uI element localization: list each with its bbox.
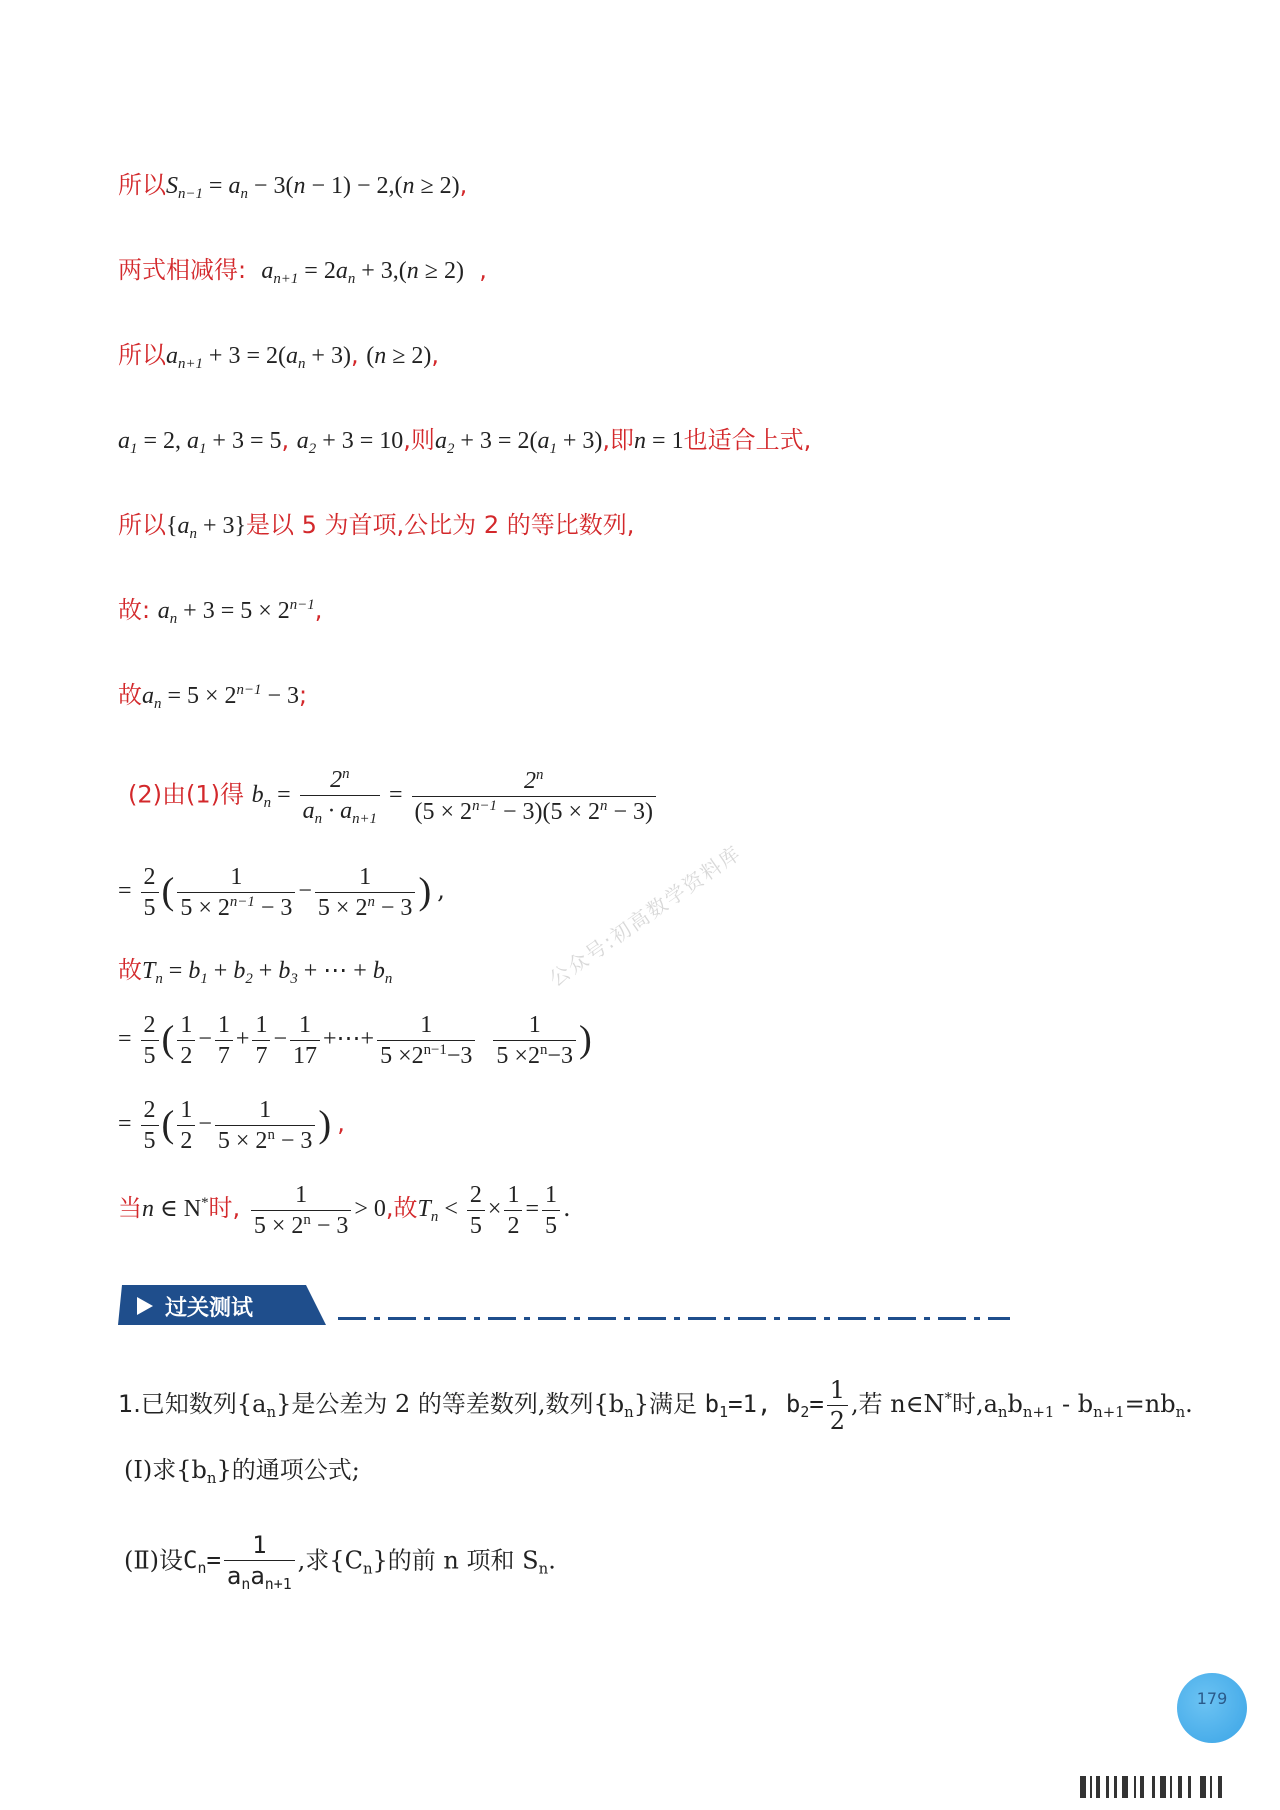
line-13-mid1: 时,: [208, 1194, 241, 1223]
line-4-sep2: ,则: [403, 426, 435, 454]
question-1-stem: 1.已知数列$\{a_n\}$是公差为 2 的等差数列,数列$\{b_n\}$满足 $b_1=1$, $b_2=$ $\frac{1}{2}$ ,若 n∈N*时$,a_nb_{n+1} - b_{n+1}=nb_n$.: [118, 1376, 1193, 1435]
line-4-suffix: 也适合上式,: [683, 426, 812, 454]
line-3-suffix: ,: [431, 341, 440, 369]
page-number: 179: [1177, 1673, 1247, 1743]
line-4-sep3: ,即: [602, 426, 635, 454]
q-cond2: 时,a: [951, 1390, 998, 1418]
line-2: 两式相减得: $a_{n+1} = 2a_n + 3,(n \ge 2)$ ,: [118, 256, 487, 288]
line-7-prefix: 故: [118, 681, 142, 709]
q-part2: (Ⅱ)设: [124, 1546, 184, 1575]
q-b1: b: [704, 1390, 720, 1418]
line-6-prefix: 故:: [118, 596, 151, 624]
q-b2: b: [785, 1390, 801, 1418]
q-b1-val: =1,: [728, 1390, 772, 1418]
line-6-suffix: ,: [314, 596, 323, 624]
barcode-decoration: [1060, 1776, 1260, 1802]
line-5: 所以$\{a_n + 3\}$是以 5 为首项,公比为 2 的等比数列,: [118, 511, 635, 543]
line-12: = $\frac{2}{5}$ ( $\frac{1}{2}$ − $\frac{1}{5 \times 2^n - 3}$ ) ,: [118, 1097, 345, 1154]
q-part2-end: }的前 n 项和 S: [372, 1546, 539, 1575]
line-10: 故$T_n = b_1 + b_2 + b_3$ + ⋯ + $b_n$: [118, 956, 393, 988]
line-9: = $\frac{2}{5}$ ( $\frac{1}{5 \times 2^{n-1} - 3}$ − $\frac{1}{5 \times 2^n - 3}$ ) ,: [118, 864, 445, 921]
q-cond4: - b: [1054, 1390, 1094, 1418]
q-stem-a: 已知数列{a: [140, 1390, 267, 1418]
line-5-suffix: 是以 5 为首项,公比为 2 的等比数列,: [246, 511, 635, 539]
line-8: (2)由(1)得 $b_n$ = $\frac{2^n}{a_n \cdot a_{n+1}}$ = $\frac{2^n}{(5 \times 2^{n-1} - 3)(5 \times 2^n - 3)}$: [128, 765, 659, 829]
line-4-sep1: ,: [281, 426, 290, 454]
line-1-prefix: 所以: [118, 171, 166, 199]
line-1: 所以$S_{n-1} = a_n - 3(n - 1) - 2,(n \ge 2)$,: [118, 171, 468, 203]
line-3-mid: ,: [350, 341, 359, 369]
line-6: 故: $a_n + 3 = 5 \times 2^{n-1}$,: [118, 596, 323, 628]
q-stem-b: }是公差为 2 的等差数列,数列{b: [276, 1390, 625, 1418]
line-3: 所以$a_{n+1} + 3 = 2(a_n + 3)$, (n ≥ 2),: [118, 341, 440, 373]
line-1-suffix: ,: [459, 171, 468, 199]
q-part2-dot: .: [548, 1546, 556, 1575]
q-cond3: b: [1007, 1390, 1023, 1418]
q-cond5: =nb: [1124, 1390, 1176, 1418]
watermark: 公众号:初高数学资料库: [544, 840, 746, 992]
line-5-prefix: 所以: [118, 511, 166, 539]
line-13-prefix: 当: [118, 1194, 142, 1223]
q-part1-end: }的通项公式;: [216, 1456, 360, 1484]
play-icon: [137, 1297, 153, 1315]
line-13-suffix: .: [562, 1194, 571, 1223]
line-13-mid2: ,故: [385, 1194, 418, 1223]
line-7-suffix: ;: [298, 681, 308, 709]
line-9-suffix: ,: [437, 876, 445, 905]
q-b2-eq: =: [809, 1390, 824, 1418]
line-8-prefix: (2)由(1)得: [128, 780, 244, 809]
q-part2-mid: ,求{C: [297, 1546, 363, 1575]
line-12-suffix: ,: [337, 1109, 345, 1138]
question-1-part-2: (Ⅱ)设$C_n=$ $\frac{1}{a_na_{n+1}}$ ,求$\{C_n\}$的前 n 项和 $S_n$.: [124, 1531, 556, 1594]
line-11: = $\frac{2}{5}$ ( $\frac{1}{2}$ − $\frac{1}{7}$ + $\frac{1}{7}$ − $\frac{1}{17}$ +⋯+ $\frac{1}{5 \times 2^{n-1}-3}$ $\frac{1}{5 \times 2^n-3}$ ): [118, 1012, 592, 1069]
q-stem-c: }满足: [633, 1390, 698, 1418]
line-10-prefix: 故: [118, 956, 142, 984]
q-part1: (Ⅰ)求{b: [124, 1456, 207, 1484]
line-4: $a_1 = 2$, $a_1 + 3 = 5$, $a_2 + 3 = 10$,则$a_2 + 3 = 2(a_1 + 3)$,即n = 1也适合上式,: [118, 426, 812, 458]
line-2-prefix: 两式相减得:: [118, 256, 247, 284]
question-1-part-1: (Ⅰ)求$\{b_n\}$的通项公式;: [124, 1456, 360, 1488]
line-13: 当n ∈ N*时, $\frac{1}{5 \times 2^n - 3}$ > 0,故$T_n$ < $\frac{2}{5}$ × $\frac{1}{2}$ = $\frac{1}{5}$ .: [118, 1182, 571, 1239]
question-number: 1.: [118, 1390, 141, 1418]
q-cond: ,若 n∈N: [851, 1390, 945, 1418]
line-3-prefix: 所以: [118, 341, 166, 369]
q-end: .: [1185, 1390, 1193, 1418]
section-title: 过关测试: [165, 1296, 254, 1321]
dashed-divider: [338, 1317, 1010, 1320]
line-7: 故$a_n = 5 \times 2^{n-1} - 3$;: [118, 681, 308, 713]
line-2-suffix: ,: [479, 256, 487, 284]
